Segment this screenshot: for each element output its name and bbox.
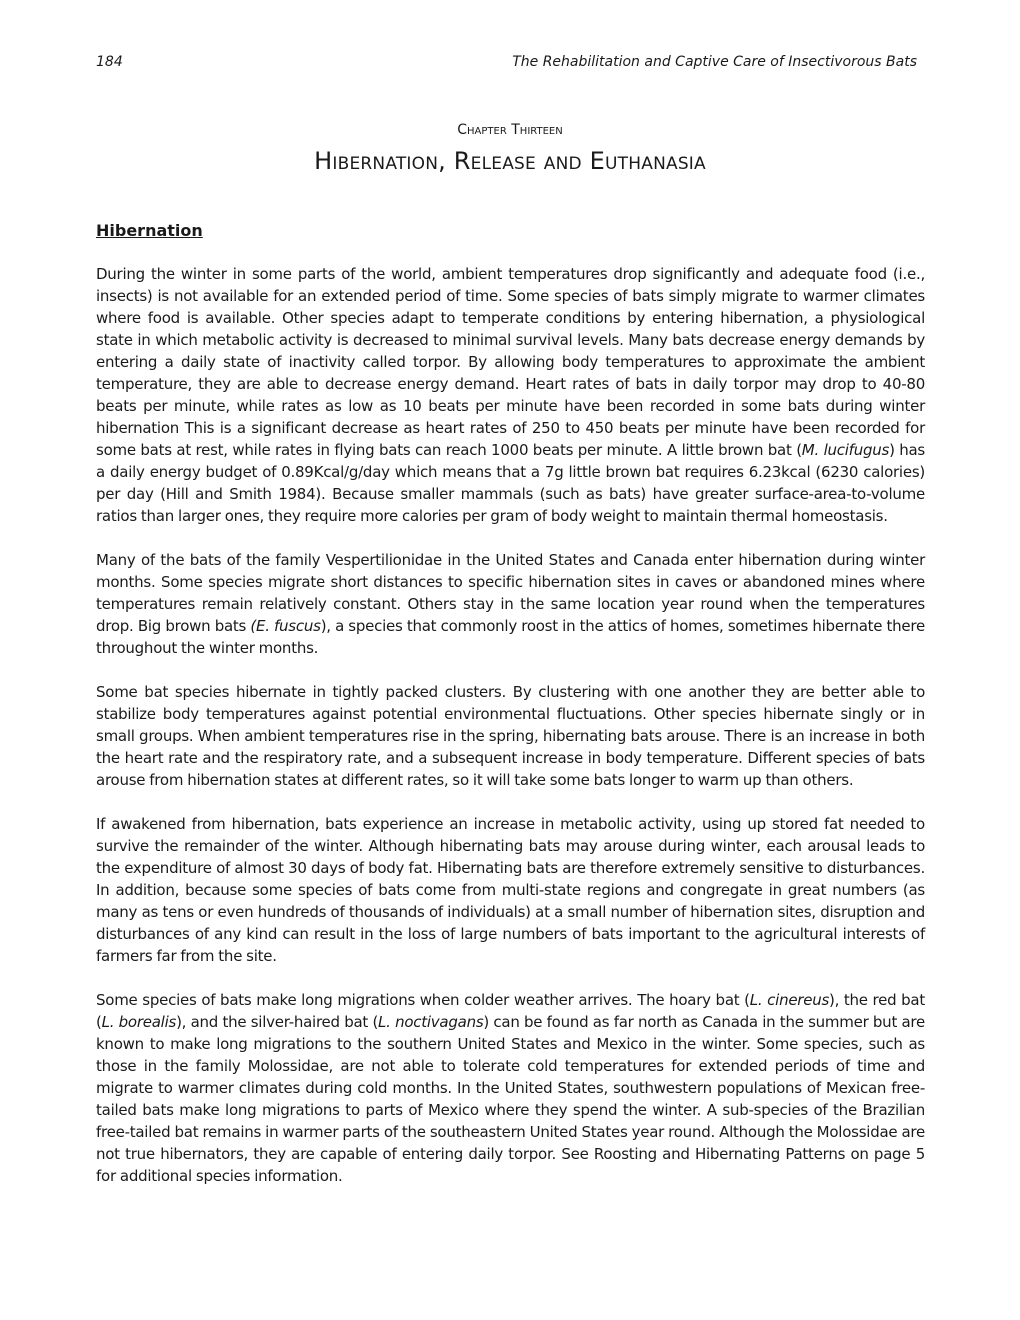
text-run: Some species of bats make long migrations when colder weather arrives. The hoary bat ( (96, 991, 750, 1009)
body-text (96, 263, 925, 1209)
species-name: M. lucifugus (801, 441, 890, 459)
chapter-label: Chapter Thirteen (457, 122, 563, 138)
paragraph (96, 263, 925, 527)
text-run: Many of the bats of the family Vespertilionidae in the United States and Canada enter hibernation during winter months. Some species migrate short distances to specific hibernation sites in caves or abandoned mines where temperatures remain relatively constant. Others stay in the same location year round when the temperatures drop. Big brown bats (96, 551, 925, 635)
text-run: ), a species that commonly roost in the attics of homes, sometimes hibernate there throughout the winter months. (96, 617, 925, 657)
running-title: The Rehabilitation and Captive Care of Insectivorous Bats (512, 54, 917, 70)
text-run: ) can be found as far north as Canada in the summer but are known to make long migrations to the southern United States and Mexico in the winter. Some species, such as those in the family Molossidae, are not able to tolerate cold temperatures for extended periods of time and migrate to warmer climates during cold months. In the United States, southwestern populations of Mexican free-tailed bats make long migrations to parts of Mexico where they spend the winter. A sub-species of the Brazilian free-tailed bat remains in warmer parts of the southeastern United States year round. Although the Molossidae are not true hibernators, they are capable of entering daily torpor. See Roosting and Hibernating Patterns on page 5 for additional species information. (96, 1013, 925, 1185)
text-run: ) has a daily energy budget of 0.89Kcal/g/day which means that a 7g little brown bat requires 6.23kcal (6230 calories) per day (Hill and Smith 1984). Because smaller mammals (such as bats) have greater surface-area-to-volume ratios than larger ones, they require more calories per gram of body weight to maintain thermal homeostasis. (96, 441, 925, 525)
species-name: L. noctivagans (378, 1013, 484, 1031)
paragraph (96, 813, 925, 967)
page-number: 184 (96, 54, 123, 70)
paragraph (96, 681, 925, 791)
species-name: L. borealis (101, 1013, 177, 1031)
text-run: ), the red bat ( (96, 991, 925, 1031)
paragraph (96, 989, 925, 1187)
chapter-title: Hibernation, Release and Euthanasia (314, 147, 706, 175)
species-name: L. cinereus (749, 991, 830, 1009)
section-heading: Hibernation (96, 221, 203, 240)
species-name: (E. fuscus (250, 617, 321, 635)
text-run: Some bat species hibernate in tightly packed clusters. By clustering with one another they are better able to stabilize body temperatures against potential environmental fluctuations. Other species hibernate singly or in small groups. When ambient temperatures rise in the spring, hibernating bats arouse. There is an increase in both the heart rate and the respiratory rate, and a subsequent increase in body temperature. Different species of bats arouse from hibernation states at different rates, so it will take some bats longer to warm up than others. (96, 683, 925, 789)
text-run: ), and the silver-haired bat ( (176, 1013, 379, 1031)
text-run: During the winter in some parts of the world, ambient temperatures drop significantly and adequate food (i.e., insects) is not available for an extended period of time. Some species of bats simply migrate to warmer climates where food is available. Other species adapt to temperate conditions by entering hibernation, a physiological state in which metabolic activity is decreased to minimal survival levels. Many bats decrease energy demands by entering a daily state of inactivity called torpor. By allowing body temperatures to approximate the ambient temperature, they are able to decrease energy demand. Heart rates of bats in daily torpor may drop to 40-80 beats per minute, while rates as low as 10 beats per minute have been recorded in some bats during winter hibernation This is a significant decrease as heart rates of 250 to 450 beats per minute have been recorded for some bats at rest, while rates in flying bats can reach 1000 beats per minute. A little brown bat ( (96, 265, 925, 459)
text-run: If awakened from hibernation, bats experience an increase in metabolic activity, using up stored fat needed to survive the remainder of the winter. Although hibernating bats may arouse during winter, each arousal leads to the expenditure of almost 30 days of body fat. Hibernating bats are therefore extremely sensitive to disturbances. In addition, because some species of bats come from multi-state regions and congregate in great numbers (as many as tens or even hundreds of thousands of individuals) at a small number of hibernation sites, disruption and disturbances of any kind can result in the loss of large numbers of bats important to the agricultural interests of farmers far from the site. (96, 815, 925, 965)
paragraph (96, 549, 925, 659)
